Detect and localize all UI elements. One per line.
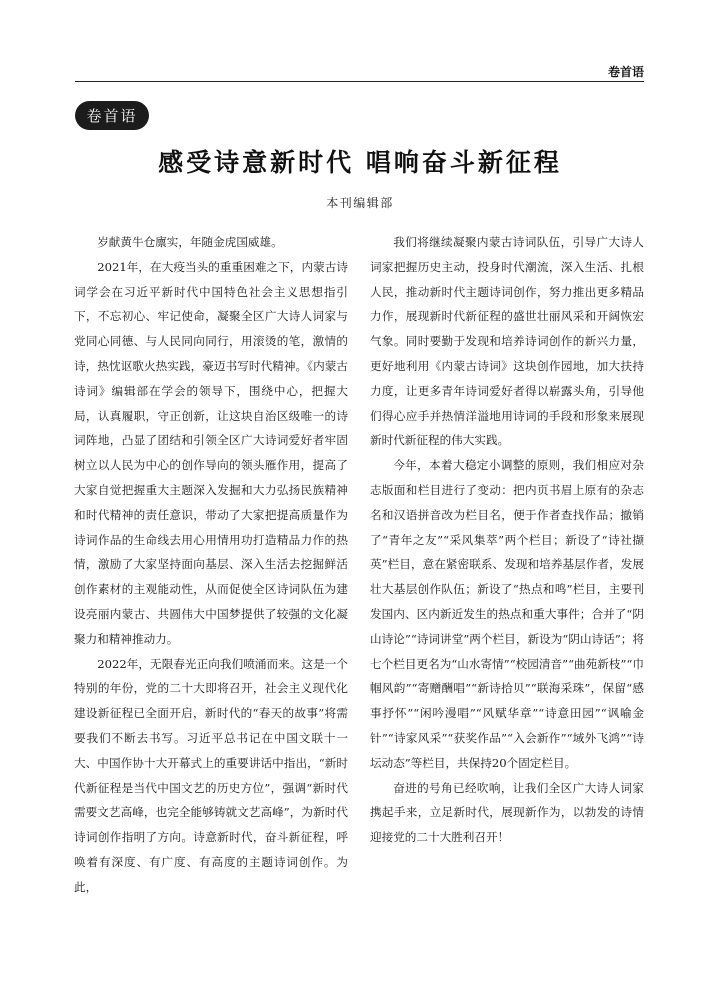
paragraph: 岁献黄牛仓廪实，年随金虎国威雄。 [97, 235, 283, 249]
section-badge-label: 卷首语 [86, 107, 138, 125]
paragraph: 我们将继续凝聚内蒙古诗词队伍，引导广大诗人词家把握历史主动，投身时代潮流，深入生活、扎根人民，推动新时代主题诗词创作，努力推出更多精品力作，展现新时代新征程的盛世壮丽风采和开阔恢宏气象。同时要勤于发现和培养诗词创作的新兴力量，更好地利用《内蒙古诗词》这块创作园地，加大扶持力度，让更多青年诗词爱好者得以崭露头角，引导他们得心应手并热情洋溢地用诗词的手段和形象来展现新时代新征程的伟大实践。 [370, 235, 644, 448]
left-column [74, 230, 348, 900]
paragraph: 2022年，无限春光正向我们喷涌而来。这是一个特别的年份，党的二十大即将召开，社会主义现代化建设新征程已全面开启，新时代的“春天的故事”将需要我们不断去书写。习近平总书记在中国文联十一大、中国作协十大开幕式上的重要讲话中指出，“新时代新征程是当代中国文艺的历史方位”，强调“新时代需要文艺高峰，也完全能够铸就文艺高峰”，为新时代诗词创作指明了方向。诗意新时代，奋斗新征程，呼唤着有深度、有广度、有高度的主题诗词创作。为此， [74, 656, 348, 894]
paragraph: 奋进的号角已经吹响，让我们全区广大诗人词家携起手来，立足新时代，展现新作为，以勃发的诗情迎接党的二十大胜利召开！ [370, 780, 644, 845]
section-badge [75, 101, 149, 130]
paragraph: 2021年，在大疫当头的重重困难之下，内蒙古诗词学会在习近平新时代中国特色社会主义思想指引下，不忘初心、牢记使命，凝聚全区广大诗人词家与党同心同德、与人民同向同行，用滚烫的笔，激情的诗，热忱讴歌火热实践，豪迈书写时代精神。《内蒙古诗词》编辑部在学会的领导下，围绕中心，把握大局，认真履职，守正创新，让这块自治区级唯一的诗词阵地，凸显了团结和引领全区广大诗词爱好者牢固树立以人民为中心的创作导向的领头雁作用，提高了大家自觉把握重大主题深入发掘和大力弘扬民族精神和时代精神的责任意识，带动了大家把提高质量作为诗词作品的生命线去用心用情用功打造精品力作的热情，激励了大家坚持面向基层、深入生活去挖掘鲜活创作素材的主观能动性，从而促使全区诗词队伍为建设亮丽内蒙古、共圆伟大中国梦提供了较强的文化凝聚力和精神推动力。 [74, 259, 348, 646]
paragraph: 今年，本着大稳定小调整的原则，我们相应对杂志版面和栏目进行了变动：把内页书眉上原有的杂志名和汉语拼音改为栏目名，便于作者查找作品；撤销了“青年之友”“采风集萃”两个栏目；新设了“诗社撷英”栏目，意在紧密联系、发现和培养基层作者，发展壮大基层创作队伍；新设了“热点和鸣”栏目，主要刊发国内、区内新近发生的热点和重大事件；合并了“阴山诗论”“诗词讲堂”两个栏目，新设为“阴山诗话”；将七个栏目更名为“山水寄情”“校园清音”“曲苑新枝”“巾帼风韵”“寄赠酬唱”“新诗拾贝”“联海采珠”，保留“感事抒怀”“闲吟漫唱”“风赋华章”“诗意田园”“讽喻金针”“诗家风采”“获奖作品”“入会新作”“域外飞鸿”“诗坛动态”等栏目，共保持20个固定栏目。 [370, 458, 644, 770]
article-title: 感受诗意新时代 唱响奋斗新征程 [158, 148, 562, 177]
article-author: 本刊编辑部 [326, 196, 394, 210]
header-rule [75, 81, 644, 82]
running-head: 卷首语 [607, 65, 644, 79]
right-column [370, 230, 644, 850]
